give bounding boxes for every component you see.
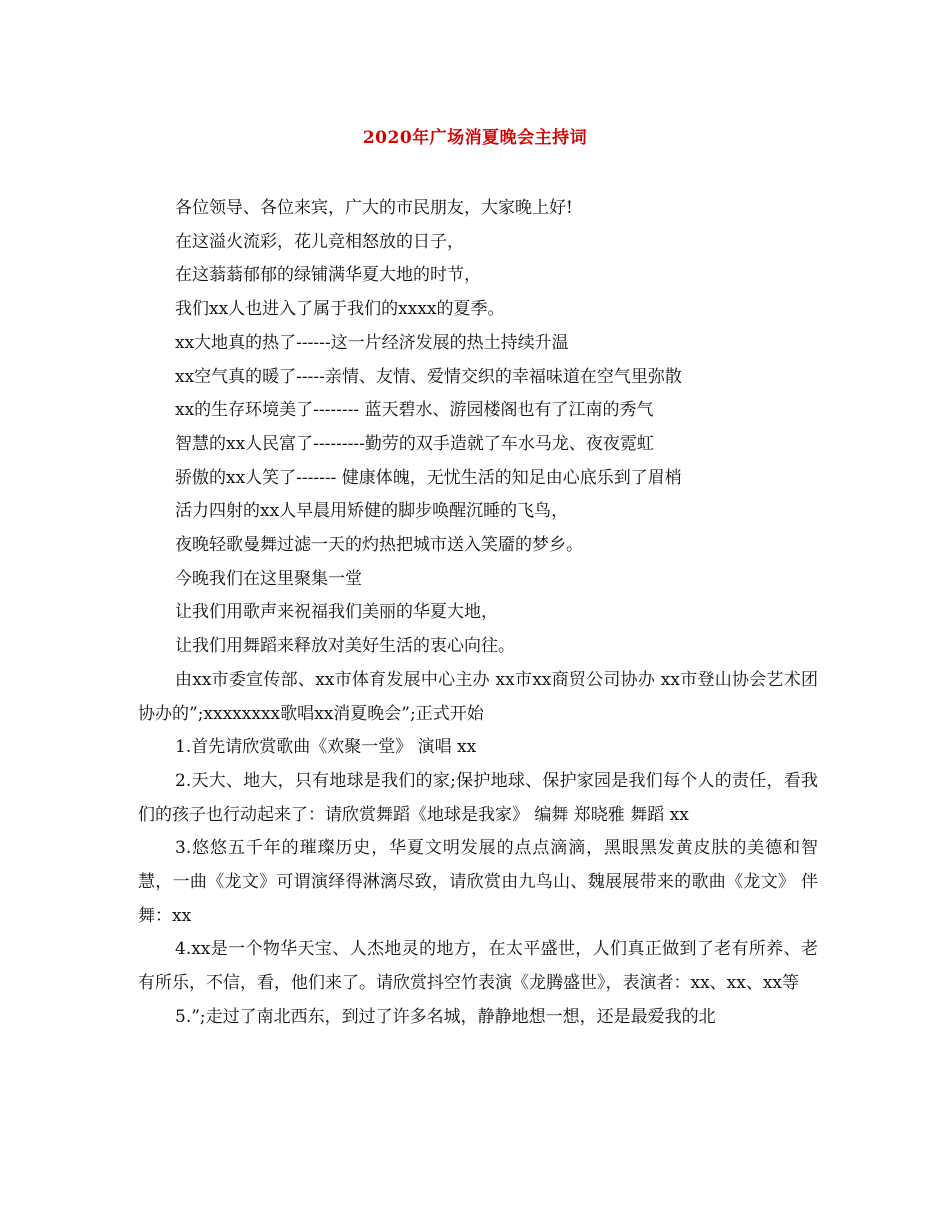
body-line: 骄傲的xx人笑了------- 健康体魄，无忧生活的知足由心底乐到了眉梢 (175, 467, 682, 488)
document-body (138, 192, 818, 1035)
program-item-3: 3.悠悠五千年的璀璨历史，华夏文明发展的点点滴滴，黑眼黑发黄皮肤的美德和智慧，一曲《龙文》可谓演绎得淋漓尽致，请欣赏由九鸟山、魏展展带来的歌曲《龙文》 伴舞：xx (138, 838, 818, 926)
body-line: 在这溢火流彩，花儿竞相怒放的日子， (175, 231, 464, 252)
body-line: xx空气真的暖了-----亲情、友情、爱情交织的幸福味道在空气里弥散 (175, 366, 682, 387)
body-line: 让我们用歌声来祝福我们美丽的华夏大地， (175, 602, 498, 623)
body-line: 让我们用舞蹈来释放对美好生活的衷心向往。 (175, 636, 515, 657)
body-line: 我们xx人也进入了属于我们的xxxx的夏季。 (175, 299, 505, 320)
body-line: 夜晚轻歌曼舞过滤一天的灼热把城市送入笑靥的梦乡。 (175, 535, 583, 556)
body-line: 智慧的xx人民富了---------勤劳的双手造就了车水马龙、夜夜霓虹 (175, 433, 654, 454)
program-item-2: 2.天大、地大，只有地球是我们的家;保护地球、保护家园是我们每个人的责任，看我们的孩子也行动起来了：请欣赏舞蹈《地球是我家》 编舞 郑晓雅 舞蹈 xx (138, 770, 818, 825)
body-paragraph: 由xx市委宣传部、xx市体育发展中心主办 xx市xx商贸公司协办 xx市登山协会艺术团协办的”;xxxxxxxx歌唱xx消夏晚会”;正式开始 (138, 669, 818, 724)
body-line: 在这蓊蓊郁郁的绿铺满华夏大地的时节， (175, 265, 481, 286)
body-line: 各位领导、各位来宾，广大的市民朋友，大家晚上好! (175, 198, 573, 218)
body-line: 今晚我们在这里聚集一堂 (175, 568, 362, 589)
document-title: 2020年广场消夏晚会主持词 (362, 128, 588, 148)
body-line: xx大地真的热了------这一片经济发展的热土持续升温 (175, 332, 569, 353)
program-item-4: 4.xx是一个物华天宝、人杰地灵的地方，在太平盛世，人们真正做到了老有所养、老有所乐，不信，看，他们来了。请欣赏抖空竹表演《龙腾盛世》，表演者：xx、xx、xx等 (138, 939, 818, 994)
body-line: 活力四射的xx人早晨用矫健的脚步唤醒沉睡的飞鸟， (175, 501, 569, 522)
program-item-5: 5.”;走过了南北西东，到过了许多名城，静静地想一想，还是最爱我的北 (175, 1006, 716, 1027)
body-line: xx的生存环境美了-------- 蓝天碧水、游园楼阁也有了江南的秀气 (175, 400, 654, 421)
program-item-1: 1.首先请欣赏歌曲《欢聚一堂》 演唱 xx (175, 737, 477, 758)
